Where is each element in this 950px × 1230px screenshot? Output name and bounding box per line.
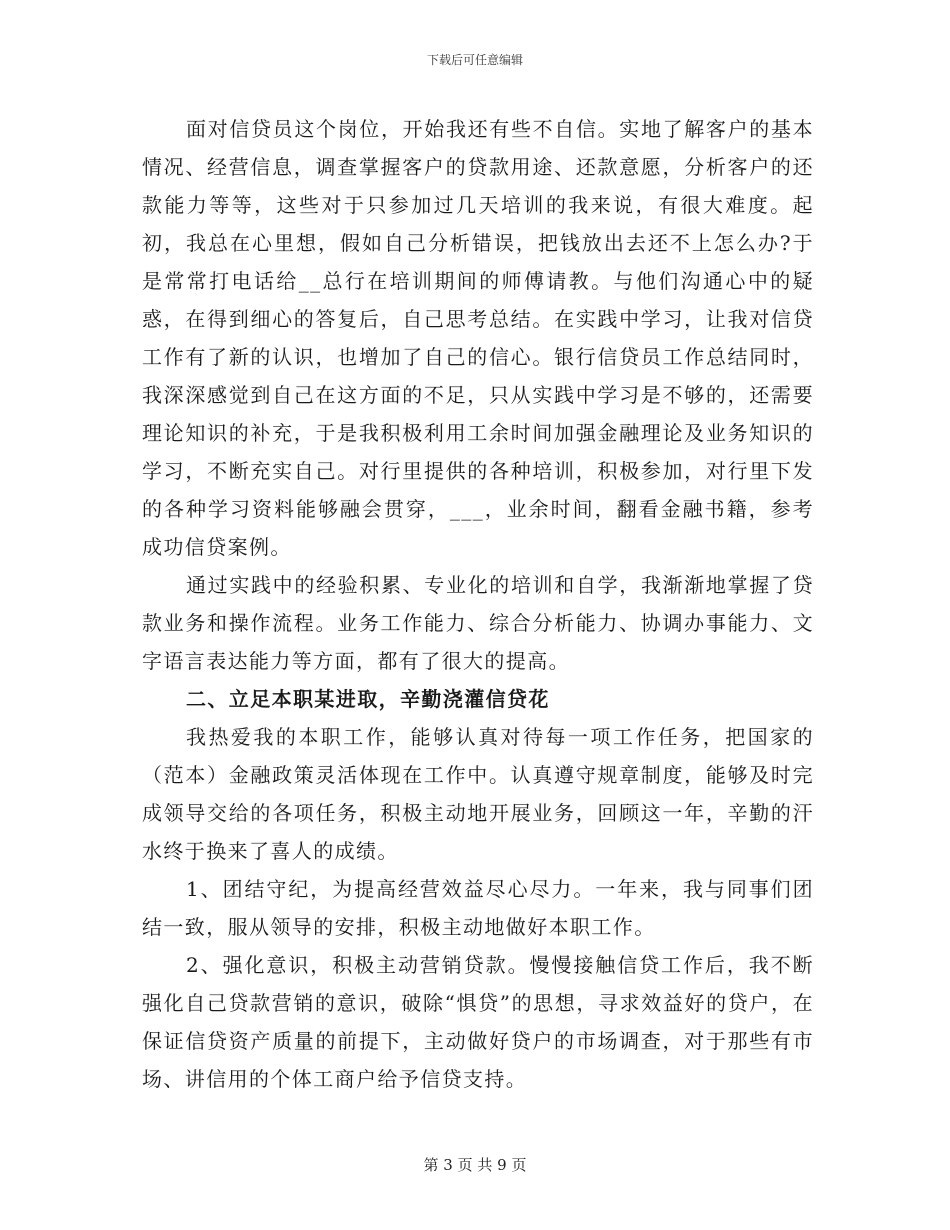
paragraph-love-of-work: 我热爱我的本职工作，能够认真对待每一项工作任务，把国家的（范本）金融政策灵活体现在工作中。认真遵守规章制度，能够及时完成领导交给的各项任务，积极主动地开展业务，回顾这一年，辛勤的汗水终于换来了喜人的成绩。 <box>142 725 814 863</box>
document-body <box>142 110 814 1098</box>
paragraph-confidence-learning: 面对信贷员这个岗位，开始我还有些不自信。实地了解客户的基本情况、经营信息，调查掌握客户的贷款用途、还款意愿，分析客户的还款能力等等，这些对于只参加过几天培训的我来说，有很大难度。起初，我总在心里想，假如自己分析错误，把钱放出去还不上怎么办?于是常常打电话给__总行在培训期间的师傅请教。与他们沟通心中的疑惑，在得到细心的答复后，自己思考总结。在实践中学习，让我对信贷工作有了新的认识，也增加了自己的信心。银行信贷员工作总结同时，我深深感觉到自己在这方面的不足，只从实践中学习是不够的，还需要理论知识的补充，于是我积极利用工余时间加强金融理论及业务知识的学习，不断充实自己。对行里提供的各种培训，积极参加，对行里下发的各种学习资料能够融会贯穿，___，业余时间，翻看金融书籍，参考成功信贷案例。 <box>142 117 814 559</box>
page-number-footer: 第 3 页 共 9 页 <box>423 1156 527 1174</box>
page-header-note: 下载后可任意编辑 <box>426 53 523 67</box>
paragraph-item-2-marketing: 2、强化意识，积极主动营销贷款。慢慢接触信贷工作后，我不断强化自己贷款营销的意识，破除“惧贷”的思想，寻求效益好的贷户，在保证信贷资产质量的前提下，主动做好贷户的市场调查，对于那些有市场、讲信用的个体工商户给予信贷支持。 <box>142 953 814 1091</box>
section-heading-2: 二、立足本职某进取，辛勤浇灌信贷花 <box>186 687 550 711</box>
paragraph-skills-improvement: 通过实践中的经验积累、专业化的培训和自学，我渐渐地掌握了贷款业务和操作流程。业务工作能力、综合分析能力、协调办事能力、文字语言表达能力等方面，都有了很大的提高。 <box>142 573 814 673</box>
paragraph-item-1-unity: 1、团结守纪，为提高经营效益尽心尽力。一年来，我与同事们团结一致，服从领导的安排，积极主动地做好本职工作。 <box>142 877 814 939</box>
